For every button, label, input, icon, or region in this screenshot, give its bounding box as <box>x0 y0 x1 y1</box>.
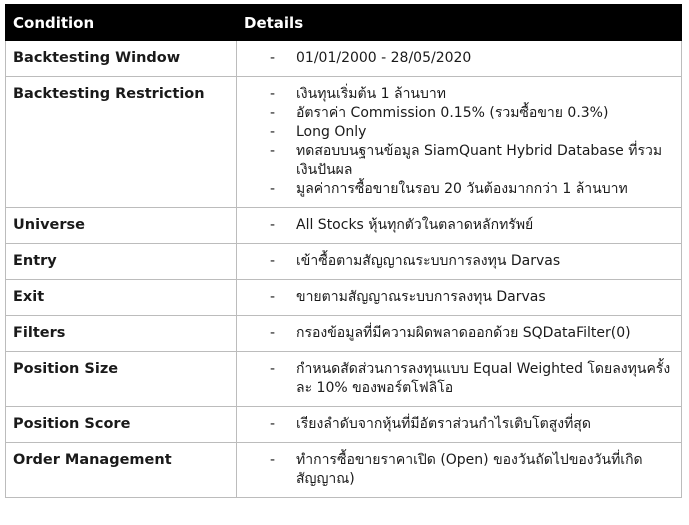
condition-cell: Universe <box>6 208 237 244</box>
list-item <box>244 288 674 307</box>
dash-bullet-icon: - <box>270 253 276 269</box>
details-cell <box>237 316 682 352</box>
details-cell <box>237 407 682 443</box>
conditions-table-container <box>5 4 681 498</box>
details-cell <box>237 77 682 208</box>
dash-bullet-icon: - <box>270 217 276 233</box>
condition-cell: Position Score <box>6 407 237 443</box>
dash-bullet-icon: - <box>270 143 276 159</box>
dash-bullet-icon: - <box>270 86 276 102</box>
header-row <box>6 5 682 41</box>
detail-text: ทดสอบบนฐานข้อมูล SiamQuant Hybrid Database ที่รวมเงินปันผล <box>296 143 663 178</box>
dash-bullet-icon: - <box>270 452 276 468</box>
condition-cell: Position Size <box>6 352 237 407</box>
details-list <box>244 451 674 489</box>
condition-column-header: Condition <box>6 5 237 41</box>
condition-cell: Filters <box>6 316 237 352</box>
dash-bullet-icon: - <box>270 105 276 121</box>
table-row <box>6 41 682 77</box>
dash-bullet-icon: - <box>270 124 276 140</box>
table-body <box>6 41 682 498</box>
conditions-table <box>5 4 682 498</box>
dash-bullet-icon: - <box>270 325 276 341</box>
dash-bullet-icon: - <box>270 289 276 305</box>
detail-text: อัตราค่า Commission 0.15% (รวมซื้อขาย 0.3%) <box>296 105 609 121</box>
details-cell <box>237 352 682 407</box>
list-item <box>244 451 674 489</box>
table-row <box>6 77 682 208</box>
detail-text: เข้าซื้อตามสัญญาณระบบการลงทุน Darvas <box>296 253 561 269</box>
condition-cell: Entry <box>6 244 237 280</box>
details-cell <box>237 244 682 280</box>
list-item <box>244 216 674 235</box>
details-list <box>244 85 674 199</box>
table-row <box>6 443 682 498</box>
details-cell <box>237 41 682 77</box>
details-list <box>244 415 674 434</box>
detail-text: 01/01/2000 - 28/05/2020 <box>296 50 472 66</box>
table-row <box>6 208 682 244</box>
table-row <box>6 407 682 443</box>
detail-text: กรองข้อมูลที่มีความผิดพลาดออกด้วย SQDataFilter(0) <box>296 325 631 341</box>
dash-bullet-icon: - <box>270 50 276 66</box>
details-list <box>244 216 674 235</box>
list-item <box>244 180 674 199</box>
detail-text: ทำการซื้อขายราคาเปิด (Open) ของวันถัดไปของวันที่เกิดสัญญาณ) <box>296 452 643 487</box>
list-item <box>244 104 674 123</box>
detail-text: เรียงลำดับจากหุ้นที่มีอัตราส่วนกำไรเติบโตสูงที่สุด <box>296 416 591 432</box>
details-cell <box>237 208 682 244</box>
table-row <box>6 280 682 316</box>
details-list <box>244 360 674 398</box>
list-item <box>244 252 674 271</box>
list-item <box>244 49 674 68</box>
dash-bullet-icon: - <box>270 361 276 377</box>
table-row <box>6 352 682 407</box>
detail-text: Long Only <box>296 124 367 140</box>
list-item <box>244 123 674 142</box>
table-row <box>6 316 682 352</box>
details-cell <box>237 280 682 316</box>
list-item <box>244 85 674 104</box>
details-cell <box>237 443 682 498</box>
list-item <box>244 360 674 398</box>
table-row <box>6 244 682 280</box>
detail-text: กำหนดสัดส่วนการลงทุนแบบ Equal Weighted โดยลงทุนครั้งละ 10% ของพอร์ตโฟลิโอ <box>296 361 671 396</box>
details-list <box>244 324 674 343</box>
details-list <box>244 288 674 307</box>
dash-bullet-icon: - <box>270 181 276 197</box>
condition-cell: Order Management <box>6 443 237 498</box>
dash-bullet-icon: - <box>270 416 276 432</box>
condition-cell: Backtesting Restriction <box>6 77 237 208</box>
detail-text: ขายตามสัญญาณระบบการลงทุน Darvas <box>296 289 546 305</box>
table-header <box>6 5 682 41</box>
detail-text: เงินทุนเริ่มต้น 1 ล้านบาท <box>296 86 446 102</box>
condition-cell: Backtesting Window <box>6 41 237 77</box>
details-list <box>244 252 674 271</box>
list-item <box>244 324 674 343</box>
condition-cell: Exit <box>6 280 237 316</box>
list-item <box>244 415 674 434</box>
details-list <box>244 49 674 68</box>
list-item <box>244 142 674 180</box>
detail-text: All Stocks หุ้นทุกตัวในตลาดหลักทรัพย์ <box>296 217 534 233</box>
details-column-header: Details <box>237 5 682 41</box>
detail-text: มูลค่าการซื้อขายในรอบ 20 วันต้องมากกว่า 1 ล้านบาท <box>296 181 628 197</box>
